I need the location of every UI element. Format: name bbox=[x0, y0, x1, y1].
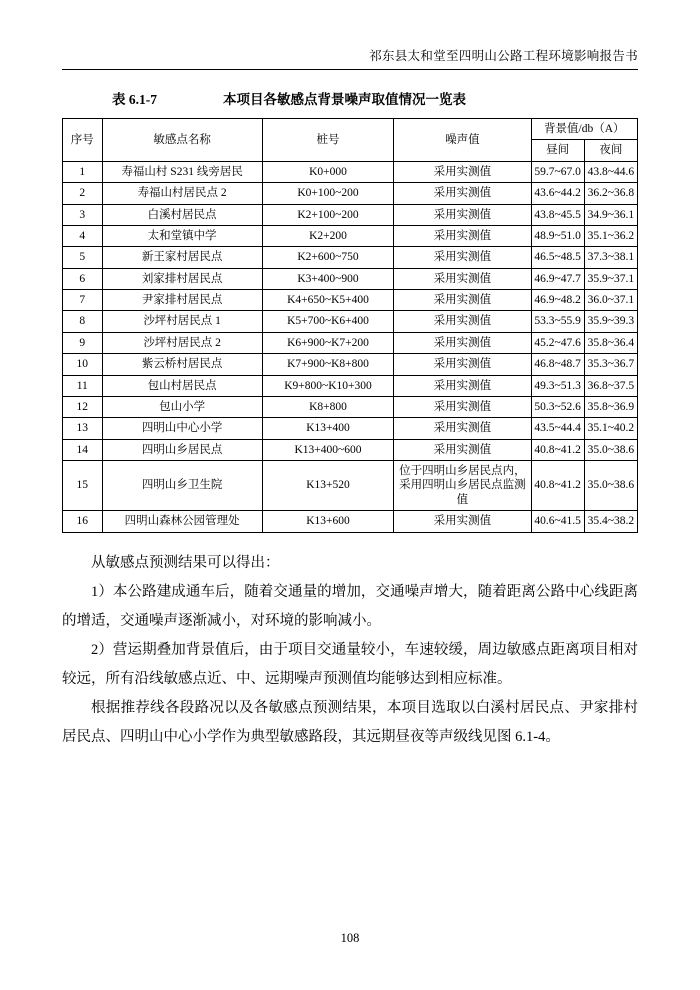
cell-noise: 采用实测值 bbox=[394, 396, 531, 417]
cell-name: 寿福山村居民点 2 bbox=[102, 183, 262, 204]
cell-day: 43.6~44.2 bbox=[531, 183, 584, 204]
cell-day: 59.7~67.0 bbox=[531, 161, 584, 182]
cell-day: 40.8~41.2 bbox=[531, 461, 584, 511]
cell-index: 16 bbox=[63, 511, 103, 532]
cell-name: 包山小学 bbox=[102, 396, 262, 417]
cell-stake: K0+100~200 bbox=[262, 183, 394, 204]
table-row bbox=[63, 311, 638, 332]
cell-day: 40.8~41.2 bbox=[531, 439, 584, 460]
cell-index: 6 bbox=[63, 268, 103, 289]
table-row bbox=[63, 290, 638, 311]
cell-night: 36.2~36.8 bbox=[584, 183, 637, 204]
cell-night: 34.9~36.1 bbox=[584, 204, 637, 225]
table-caption-title: 本项目各敏感点背景噪声取值情况一览表 bbox=[223, 92, 466, 107]
cell-night: 43.8~44.6 bbox=[584, 161, 637, 182]
cell-index: 4 bbox=[63, 225, 103, 246]
cell-name: 四明山森林公园管理处 bbox=[102, 511, 262, 532]
cell-name: 太和堂镇中学 bbox=[102, 225, 262, 246]
cell-stake: K13+520 bbox=[262, 461, 394, 511]
cell-night: 36.8~37.5 bbox=[584, 375, 637, 396]
cell-day: 46.5~48.5 bbox=[531, 247, 584, 268]
cell-index: 2 bbox=[63, 183, 103, 204]
cell-day: 45.2~47.6 bbox=[531, 332, 584, 353]
table-caption bbox=[62, 88, 638, 108]
cell-stake: K13+400 bbox=[262, 418, 394, 439]
cell-day: 46.9~48.2 bbox=[531, 290, 584, 311]
cell-index: 3 bbox=[63, 204, 103, 225]
cell-stake: K0+000 bbox=[262, 161, 394, 182]
cell-name: 白溪村居民点 bbox=[102, 204, 262, 225]
cell-index: 7 bbox=[63, 290, 103, 311]
table-body bbox=[63, 161, 638, 532]
col-header-background-group: 背景值/db（A） bbox=[531, 119, 638, 140]
cell-day: 46.8~48.7 bbox=[531, 354, 584, 375]
cell-stake: K4+650~K5+400 bbox=[262, 290, 394, 311]
cell-index: 14 bbox=[63, 439, 103, 460]
cell-index: 8 bbox=[63, 311, 103, 332]
cell-day: 53.3~55.9 bbox=[531, 311, 584, 332]
cell-stake: K7+900~K8+800 bbox=[262, 354, 394, 375]
header-title: 祁东县太和堂至四明山公路工程环境影响报告书 bbox=[369, 49, 638, 63]
paragraph-summary: 根据推荐线各段路况以及各敏感点预测结果，本项目选取以白溪村居民点、尹家排村居民点、四明山中心小学作为典型敏感路段，其远期昼夜等声级线见图 6.1-4。 bbox=[62, 699, 638, 745]
table-row bbox=[63, 161, 638, 182]
table-row bbox=[63, 396, 638, 417]
cell-noise: 采用实测值 bbox=[394, 247, 531, 268]
cell-index: 9 bbox=[63, 332, 103, 353]
cell-noise: 采用实测值 bbox=[394, 225, 531, 246]
cell-day: 43.5~44.4 bbox=[531, 418, 584, 439]
table-row bbox=[63, 418, 638, 439]
paragraph-conclusion-2: 2）营运期叠加背景值后，由于项目交通量较小，车速较缓，周边敏感点距离项目相对较远，所有沿线敏感点近、中、远期噪声预测值均能够达到相应标准。 bbox=[62, 641, 638, 687]
cell-noise: 采用实测值 bbox=[394, 268, 531, 289]
paragraph-intro: 从敏感点预测结果可以得出： bbox=[91, 554, 280, 571]
cell-day: 48.9~51.0 bbox=[531, 225, 584, 246]
page-header bbox=[62, 0, 638, 70]
col-header-day: 昼间 bbox=[531, 140, 584, 161]
cell-index: 1 bbox=[63, 161, 103, 182]
table-row bbox=[63, 354, 638, 375]
cell-noise: 采用实测值 bbox=[394, 290, 531, 311]
cell-noise: 采用实测值 bbox=[394, 439, 531, 460]
cell-night: 35.8~36.9 bbox=[584, 396, 637, 417]
cell-name: 尹家排村居民点 bbox=[102, 290, 262, 311]
col-header-stake: 桩号 bbox=[262, 119, 394, 162]
table-row bbox=[63, 375, 638, 396]
cell-stake: K2+200 bbox=[262, 225, 394, 246]
table-row bbox=[63, 268, 638, 289]
cell-day: 49.3~51.3 bbox=[531, 375, 584, 396]
cell-noise: 采用实测值 bbox=[394, 183, 531, 204]
cell-stake: K8+800 bbox=[262, 396, 394, 417]
cell-index: 10 bbox=[63, 354, 103, 375]
cell-noise: 位于四明山乡居民点内，采用四明山乡居民点监测值 bbox=[394, 461, 531, 511]
col-header-index: 序号 bbox=[63, 119, 103, 162]
cell-name: 寿福山村 S231 线旁居民 bbox=[102, 161, 262, 182]
table-row bbox=[63, 247, 638, 268]
table-head bbox=[63, 119, 638, 162]
table-row bbox=[63, 461, 638, 511]
cell-day: 40.6~41.5 bbox=[531, 511, 584, 532]
cell-noise: 采用实测值 bbox=[394, 354, 531, 375]
cell-noise: 采用实测值 bbox=[394, 311, 531, 332]
cell-name: 刘家排村居民点 bbox=[102, 268, 262, 289]
cell-night: 35.9~37.1 bbox=[584, 268, 637, 289]
cell-night: 36.0~37.1 bbox=[584, 290, 637, 311]
table-row bbox=[63, 332, 638, 353]
cell-index: 5 bbox=[63, 247, 103, 268]
table-caption-label: 表 6.1-7 bbox=[112, 92, 157, 107]
cell-night: 35.3~36.7 bbox=[584, 354, 637, 375]
cell-night: 35.0~38.6 bbox=[584, 439, 637, 460]
cell-day: 50.3~52.6 bbox=[531, 396, 584, 417]
header-divider bbox=[62, 69, 638, 70]
cell-index: 13 bbox=[63, 418, 103, 439]
cell-name: 四明山中心小学 bbox=[102, 418, 262, 439]
table-row bbox=[63, 225, 638, 246]
cell-night: 35.9~39.3 bbox=[584, 311, 637, 332]
cell-stake: K9+800~K10+300 bbox=[262, 375, 394, 396]
cell-night: 37.3~38.1 bbox=[584, 247, 637, 268]
cell-name: 四明山乡卫生院 bbox=[102, 461, 262, 511]
cell-noise: 采用实测值 bbox=[394, 161, 531, 182]
paragraph-conclusion-1: 1）本公路建成通车后，随着交通量的增加，交通噪声增大，随着距离公路中心线距离的增适，交通噪声逐渐减小，对环境的影响减小。 bbox=[62, 583, 638, 629]
cell-name: 包山村居民点 bbox=[102, 375, 262, 396]
cell-stake: K2+600~750 bbox=[262, 247, 394, 268]
cell-index: 11 bbox=[63, 375, 103, 396]
cell-stake: K13+400~600 bbox=[262, 439, 394, 460]
cell-index: 15 bbox=[63, 461, 103, 511]
col-header-night: 夜间 bbox=[584, 140, 637, 161]
cell-stake: K13+600 bbox=[262, 511, 394, 532]
cell-name: 新王家村居民点 bbox=[102, 247, 262, 268]
cell-day: 43.8~45.5 bbox=[531, 204, 584, 225]
body-text bbox=[62, 549, 638, 752]
cell-index: 12 bbox=[63, 396, 103, 417]
col-header-noise: 噪声值 bbox=[394, 119, 531, 162]
cell-night: 35.0~38.6 bbox=[584, 461, 637, 511]
col-header-name: 敏感点名称 bbox=[102, 119, 262, 162]
cell-name: 紫云桥村居民点 bbox=[102, 354, 262, 375]
cell-stake: K5+700~K6+400 bbox=[262, 311, 394, 332]
table-row bbox=[63, 183, 638, 204]
cell-noise: 采用实测值 bbox=[394, 418, 531, 439]
cell-name: 沙坪村居民点 2 bbox=[102, 332, 262, 353]
table-header-row-1 bbox=[63, 119, 638, 140]
table-row bbox=[63, 439, 638, 460]
table-row bbox=[63, 204, 638, 225]
cell-noise: 采用实测值 bbox=[394, 375, 531, 396]
cell-stake: K2+100~200 bbox=[262, 204, 394, 225]
cell-day: 46.9~47.7 bbox=[531, 268, 584, 289]
cell-night: 35.8~36.4 bbox=[584, 332, 637, 353]
cell-name: 四明山乡居民点 bbox=[102, 439, 262, 460]
cell-name: 沙坪村居民点 1 bbox=[102, 311, 262, 332]
cell-noise: 采用实测值 bbox=[394, 332, 531, 353]
cell-night: 35.1~40.2 bbox=[584, 418, 637, 439]
page-number: 108 bbox=[340, 931, 360, 945]
noise-background-table bbox=[62, 118, 638, 533]
cell-noise: 采用实测值 bbox=[394, 511, 531, 532]
cell-stake: K6+900~K7+200 bbox=[262, 332, 394, 353]
cell-night: 35.4~38.2 bbox=[584, 511, 637, 532]
cell-night: 35.1~36.2 bbox=[584, 225, 637, 246]
cell-noise: 采用实测值 bbox=[394, 204, 531, 225]
cell-stake: K3+400~900 bbox=[262, 268, 394, 289]
table-row bbox=[63, 511, 638, 532]
